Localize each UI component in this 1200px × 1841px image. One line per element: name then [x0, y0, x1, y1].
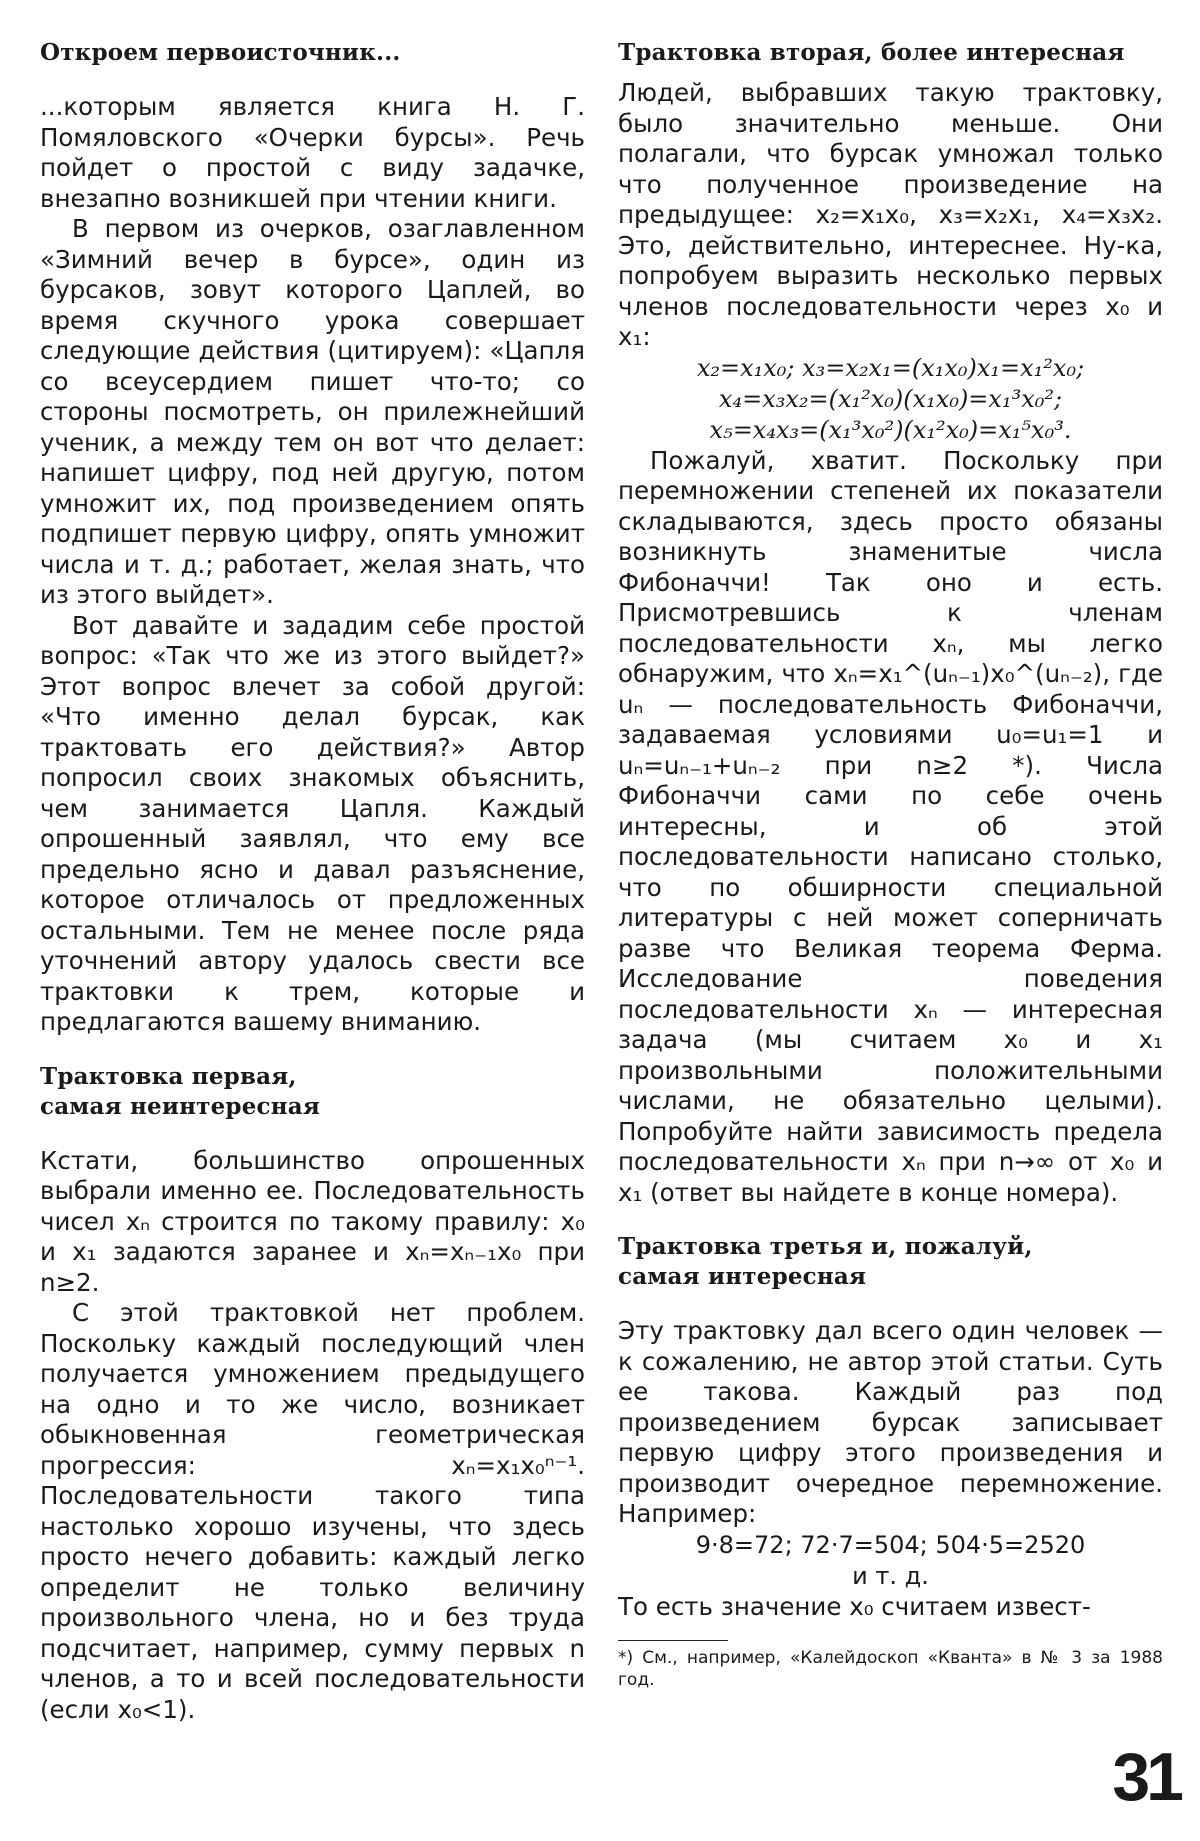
paragraph: Пожалуй, хватит. Поскольку при перемножении степеней их показатели складываются, здесь просто обязаны возникнуть знаменитые числа Фибоначчи! Так оно и есть. Присмотревшись к членам последовательности xₙ, мы легко обнаружим, что xₙ=x₁^(uₙ₋₁)x₀^(uₙ₋₂), где uₙ — последовательность Фибоначчи, задаваемая условиями u₀=u₁=1 и uₙ=uₙ₋₁+uₙ₋₂ при n≥2 *). Числа Фибоначчи сами по себе очень интересны, и об этой последовательности написано столько, что по обширности специальной литературы с ней может соперничать разве что Великая теорема Ферма. Исследование поведения последовательности xₙ — интересная задача (мы считаем x₀ и x₁ произвольными положительными числами, не обязательно целыми). Попробуйте найти зависимость предела последовательности xₙ при n→∞ от x₀ и x₁ (ответ вы найдете в конце номера). [618, 445, 1163, 1207]
heading-line: Трактовка первая, [40, 1062, 297, 1090]
heading-line: Трактовка третья и, пожалуй, [618, 1233, 1033, 1260]
section-heading-source: Откроем первоисточник... [40, 39, 401, 66]
footnote: *) См., например, «Калейдоскоп «Кванта» в № 3 за 1988 год. [618, 1648, 1163, 1690]
formula-line: x₅=x₄x₃=(x₁³x₀²)(x₁²x₀)=x₁⁵x₀³. [709, 415, 1072, 444]
section-heading-first [40, 1062, 585, 1122]
right-column [618, 38, 1163, 1691]
section-heading-second: Трактовка вторая, более интересная [618, 39, 1125, 66]
section-heading-third [618, 1232, 1163, 1292]
paragraph: Кстати, большинство опрошенных выбрали именно ее. Последовательность чисел xₙ строится по такому правилу: x₀ и x₁ задаются заранее и xₙ=xₙ₋₁x₀ при n≥2. [40, 1145, 585, 1297]
paragraph: Людей, выбравших такую трактовку, было значительно меньше. Они полагали, что бурсак умножал только что полученное произведение на предыдущее: x₂=x₁x₀, x₃=x₂x₁, x₄=x₃x₂. Это, действительно, интереснее. Ну-ка, попробуем выразить несколько первых членов последовательности через x₀ и x₁: [618, 78, 1163, 351]
paragraph: Эту трактовку дал всего один человек — к сожалению, не автор этой статьи. Суть ее такова. Каждый раз под произведением бурсак записывает первую цифру этого произведения и производит очередное перемножение. Например: [618, 1316, 1163, 1528]
formula-line: x₂=x₁x₀; x₃=x₂x₁=(x₁x₀)x₁=x₁²x₀; [696, 353, 1085, 382]
page-number: 31 [1112, 1739, 1180, 1815]
footnote-divider [618, 1640, 728, 1641]
paragraph: В первом из очерков, озаглавленном «Зимний вечер в бурсе», один из бурсаков, зовут которого Цаплей, во время скучного урока совершает следующие действия (цитируем): «Цапля со всеусердием пишет что-то; со стороны посмотреть, он прилежнейший ученик, а между тем он вот что делает: напишет цифру, под ней другую, потом умножит их, под произведением опять подпишет первую цифру, опять умножит числа и т. д.; работает, желая знать, что из этого выйдет». [40, 214, 585, 609]
formula-line: x₄=x₃x₂=(x₁²x₀)(x₁x₀)=x₁³x₀²; [718, 384, 1063, 413]
paragraph: Вот давайте и зададим себе простой вопрос: «Так что же из этого выйдет?» Этот вопрос влечет за собой другой: «Что именно делал бурсак, как трактовать его действия?» Автор попросил своих знакомых объяснить, чем занимается Цапля. Каждый опрошенный заявлял, что ему все предельно ясно и давал разъяснение, которое отличалось от предложенных остальными. Тем не менее после ряда уточнений автору удалось свести все трактовки к трем, которые и предлагаются вашему вниманию. [40, 610, 585, 1036]
paragraph: То есть значение x₀ считаем извест- [618, 1591, 1091, 1621]
heading-line: самая интересная [618, 1263, 867, 1290]
formula-line: и т. д. [852, 1561, 929, 1590]
heading-line: самая неинтересная [40, 1092, 321, 1120]
formula-line: 9·8=72; 72·7=504; 504·5=2520 [695, 1530, 1086, 1559]
paragraph: С этой трактовкой нет проблем. Поскольку каждый последующий член получается умножением предыдущего на одно и то же число, возникает обыкновенная геометрическая прогрессия: xₙ=x₁x₀ⁿ⁻¹. Последовательности такого типа настолько хорошо изучены, что здесь просто нечего добавить: каждый легко определит не только величину произвольного члена, но и без труда подсчитает, например, сумму первых n членов, а то и всей последовательности (если x₀<1). [40, 1298, 585, 1724]
paragraph: ...которым является книга Н. Г. Помяловского «Очерки бурсы». Речь пойдет о простой с виду задачке, внезапно возникшей при чтении книги. [40, 92, 585, 213]
left-column [40, 38, 585, 1725]
